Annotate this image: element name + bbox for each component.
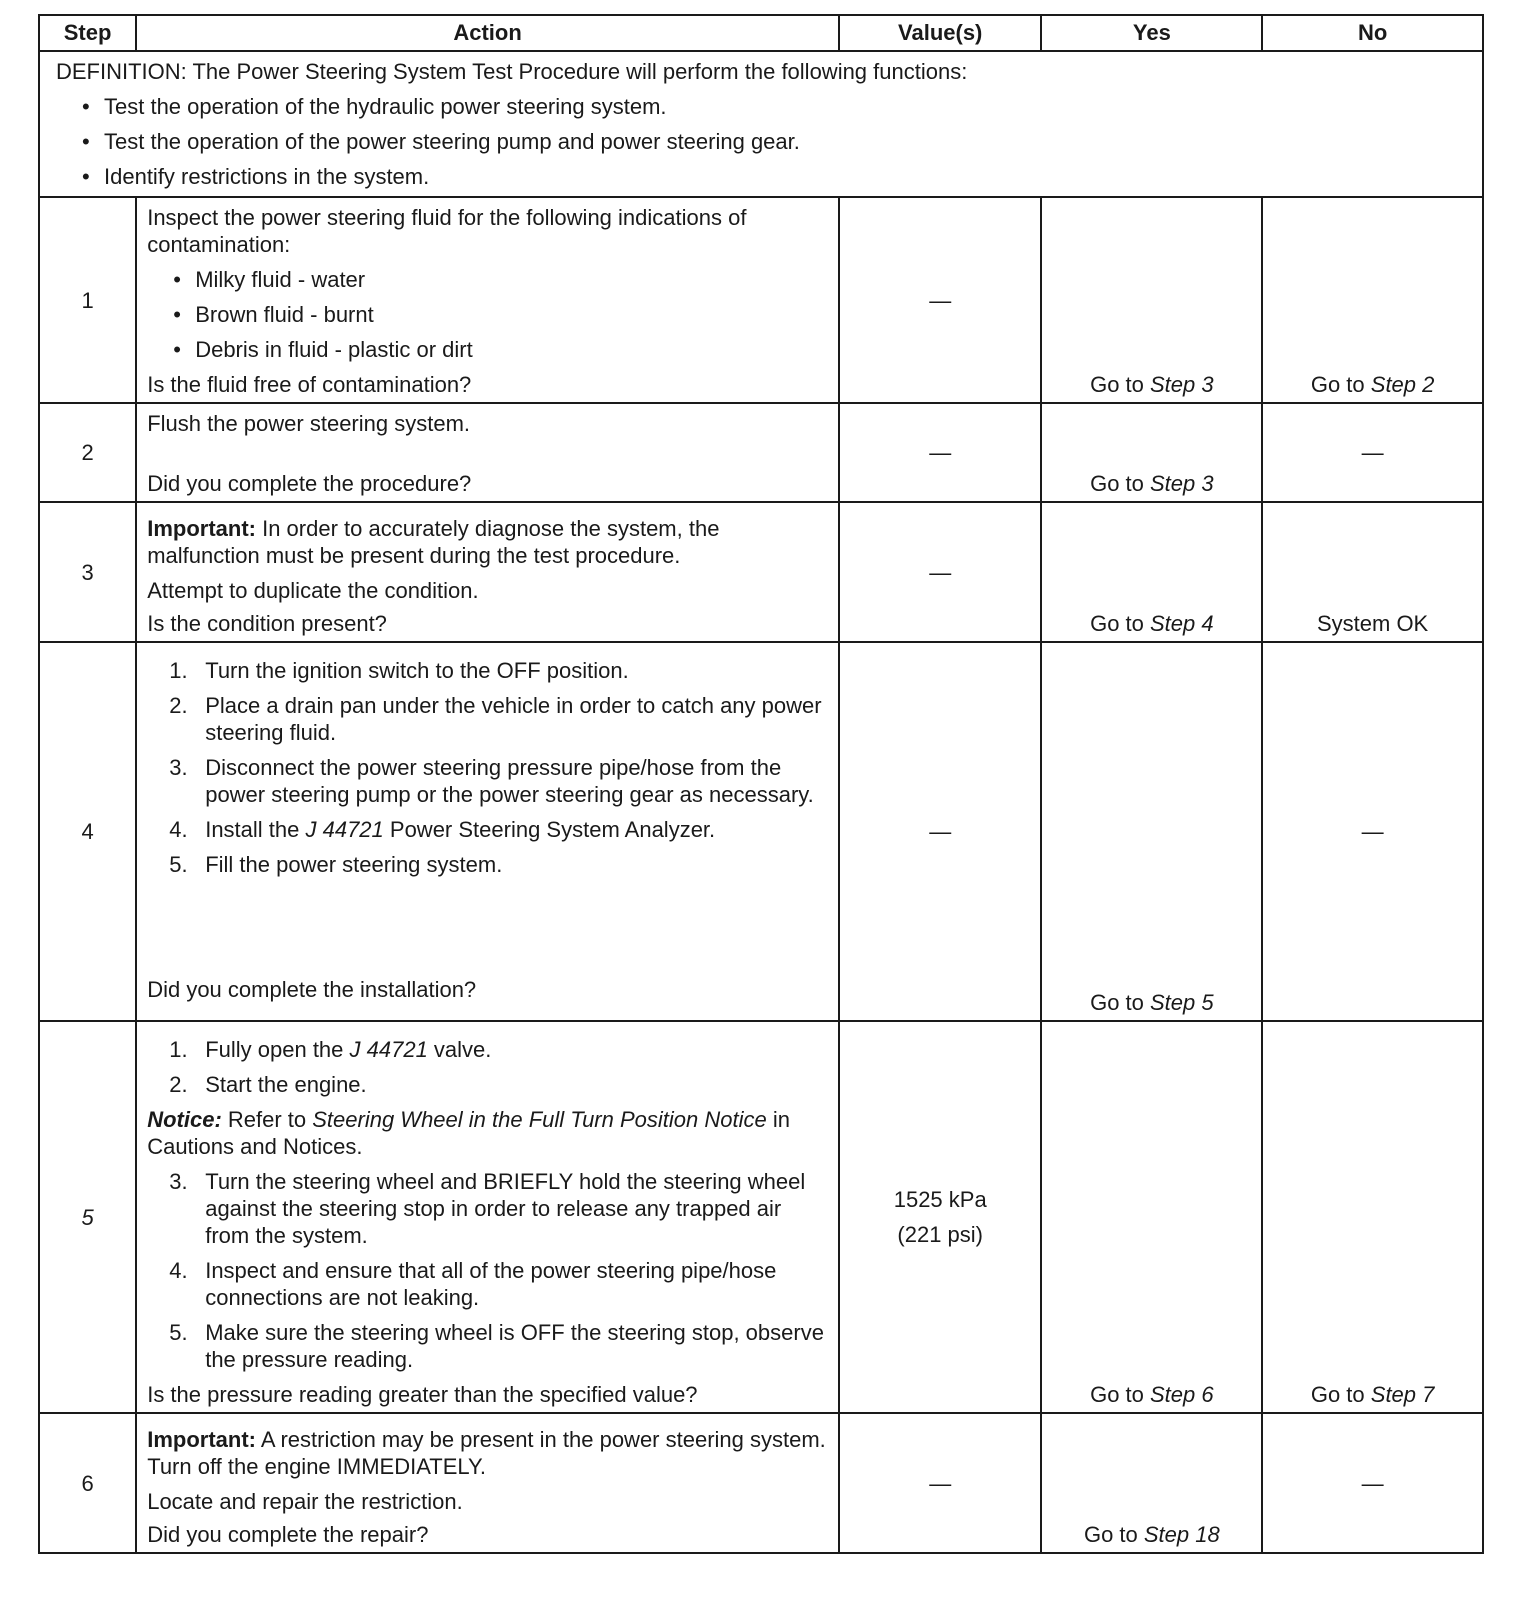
step-number: 1 xyxy=(39,197,136,403)
step-index: 4. xyxy=(169,1258,188,1283)
no-cell xyxy=(1262,642,1483,1021)
action-text: Locate and repair the restriction. xyxy=(147,1489,463,1514)
step-number: 2 xyxy=(39,403,136,502)
table-row xyxy=(39,1413,1483,1553)
yes-cell xyxy=(1041,502,1262,642)
step-text: Place a drain pan under the vehicle in order to catch any power steering fluid. xyxy=(205,693,822,745)
notice-text: in Cautions and Notices. xyxy=(147,1107,790,1159)
step-text: Fill the power steering system. xyxy=(205,852,503,877)
step-index: 3. xyxy=(169,1169,188,1194)
yes-prefix: Go to xyxy=(1090,1382,1150,1407)
step-index: 1. xyxy=(169,658,188,683)
no-prefix: Go to xyxy=(1310,372,1371,397)
action-text: Inspect the power steering fluid for the following indications of contamination: xyxy=(147,205,747,257)
yes-step-link[interactable]: Step 5 xyxy=(1150,990,1214,1015)
value-dash: — xyxy=(929,819,952,844)
yes-step-link[interactable]: Step 3 xyxy=(1150,372,1214,397)
step-index: 4. xyxy=(169,817,188,842)
important-label: Important: xyxy=(147,1427,256,1452)
definition-bullet: • Test the operation of the power steering pump and power steering gear. xyxy=(104,128,1468,155)
step-text: Start the engine. xyxy=(205,1072,367,1097)
action-bullet: • Debris in fluid - plastic or dirt xyxy=(195,336,828,363)
action-steps xyxy=(147,1168,828,1373)
yes-prefix: Go to xyxy=(1083,1522,1144,1547)
no-prefix: Go to xyxy=(1310,1382,1371,1407)
action-cell xyxy=(136,403,839,502)
yes-prefix: Go to xyxy=(1090,990,1150,1015)
definition-bullet: • Identify restrictions in the system. xyxy=(104,163,1468,190)
action-bullet: • Brown fluid - burnt xyxy=(195,301,828,328)
table-row xyxy=(39,197,1483,403)
header-yes: Yes xyxy=(1041,15,1262,51)
definition-cell xyxy=(39,51,1483,197)
action-cell xyxy=(136,1021,839,1413)
value-cell xyxy=(839,642,1042,1021)
value-cell xyxy=(839,403,1042,502)
action-question: Is the fluid free of contamination? xyxy=(147,372,472,397)
pressure-value-kpa: 1525 kPa xyxy=(893,1187,987,1212)
value-cell xyxy=(839,1413,1042,1553)
no-step-link[interactable]: Step 2 xyxy=(1370,372,1435,397)
no-cell xyxy=(1262,403,1483,502)
definition-intro: DEFINITION: The Power Steering System Test Procedure will perform the following functions: xyxy=(56,59,968,84)
no-step-link[interactable]: Step 7 xyxy=(1370,1382,1435,1407)
value-dash: — xyxy=(1361,819,1384,844)
value-cell xyxy=(839,1021,1042,1413)
step-index: 5. xyxy=(169,852,188,877)
step-number: 3 xyxy=(39,502,136,642)
important-label: Important: xyxy=(147,516,256,541)
action-step xyxy=(147,754,828,808)
action-step xyxy=(147,1071,828,1098)
step-number: 6 xyxy=(39,1413,136,1553)
step-index: 2. xyxy=(169,693,188,718)
value-dash: — xyxy=(929,440,952,465)
step-index: 3. xyxy=(169,755,188,780)
important-text: In order to accurately diagnose the system, the malfunction must be present during the test procedure. xyxy=(147,516,720,568)
value-cell xyxy=(839,197,1042,403)
yes-step-link[interactable]: Step 18 xyxy=(1143,1522,1220,1547)
pressure-value-psi: (221 psi) xyxy=(897,1222,983,1247)
header-row xyxy=(39,15,1483,51)
action-cell xyxy=(136,1413,839,1553)
value-cell xyxy=(839,502,1042,642)
yes-cell xyxy=(1041,1413,1262,1553)
step-number: 4 xyxy=(39,642,136,1021)
step-text: Disconnect the power steering pressure pipe/hose from the power steering pump or the power steering gear as necessary. xyxy=(205,755,814,807)
action-cell xyxy=(136,197,839,403)
action-bullet: • Milky fluid - water xyxy=(195,266,828,293)
important-note xyxy=(147,515,828,569)
value-dash: — xyxy=(929,559,952,585)
no-cell xyxy=(1262,1413,1483,1553)
action-steps xyxy=(147,1036,828,1098)
action-question: Did you complete the installation? xyxy=(147,977,477,1002)
header-values: Value(s) xyxy=(839,15,1042,51)
blank-space xyxy=(147,886,828,976)
action-cell xyxy=(136,642,839,1021)
action-step xyxy=(147,851,828,878)
table-row xyxy=(39,642,1483,1021)
action-question: Is the condition present? xyxy=(147,611,387,636)
action-cell xyxy=(136,502,839,642)
step-number: 5 xyxy=(39,1021,136,1413)
yes-cell xyxy=(1041,197,1262,403)
step-index: 1. xyxy=(169,1037,188,1062)
action-text: Attempt to duplicate the condition. xyxy=(147,578,479,603)
action-question: Did you complete the repair? xyxy=(147,1522,429,1547)
important-note xyxy=(147,1426,828,1480)
step-text: Power Steering System Analyzer. xyxy=(383,817,716,842)
yes-cell xyxy=(1041,1021,1262,1413)
yes-prefix: Go to xyxy=(1090,372,1150,397)
table-row xyxy=(39,1021,1483,1413)
yes-step-link[interactable]: Step 3 xyxy=(1150,471,1214,496)
action-step xyxy=(147,1168,828,1249)
notice-note xyxy=(147,1106,828,1160)
yes-cell xyxy=(1041,642,1262,1021)
value-dash: — xyxy=(1361,1470,1384,1496)
step-text: Make sure the steering wheel is OFF the steering stop, observe the pressure reading. xyxy=(205,1320,824,1372)
step-text: Install the xyxy=(205,817,306,842)
header-step: Step xyxy=(39,15,136,51)
diagnostic-table xyxy=(38,14,1484,1554)
tool-reference: J 44721 xyxy=(349,1037,428,1062)
step-text: Inspect and ensure that all of the power steering pipe/hose connections are not leaking. xyxy=(205,1258,777,1310)
notice-label: Notice: xyxy=(147,1107,222,1132)
action-step xyxy=(147,1319,828,1373)
definition-row xyxy=(39,51,1483,197)
definition-bullet: • Test the operation of the hydraulic power steering system. xyxy=(104,93,1468,120)
step-index: 2. xyxy=(169,1072,188,1097)
action-question: Is the pressure reading greater than the specified value? xyxy=(147,1382,698,1407)
yes-step-link[interactable]: Step 6 xyxy=(1150,1382,1214,1407)
step-text: Turn the steering wheel and BRIEFLY hold the steering wheel against the steering stop in order to release any trapped air from the system. xyxy=(205,1169,806,1248)
yes-prefix: Go to xyxy=(1090,471,1150,496)
value-dash: — xyxy=(929,287,952,313)
value-dash: — xyxy=(1361,440,1384,465)
action-steps xyxy=(147,657,828,878)
yes-prefix: Go to xyxy=(1090,611,1150,636)
table-row xyxy=(39,502,1483,642)
no-result: System OK xyxy=(1316,611,1429,636)
notice-reference-link[interactable]: Steering Wheel in the Full Turn Position Notice xyxy=(312,1107,767,1132)
action-bullets xyxy=(147,266,828,363)
step-index: 5. xyxy=(169,1320,188,1345)
no-cell xyxy=(1262,197,1483,403)
action-step xyxy=(147,1036,828,1063)
table-row xyxy=(39,403,1483,502)
step-text: Turn the ignition switch to the OFF position. xyxy=(205,658,629,683)
important-text: A restriction may be present in the power steering system. Turn off the engine IMMEDIATELY. xyxy=(147,1427,826,1479)
action-text: Flush the power steering system. xyxy=(147,411,471,436)
action-step xyxy=(147,816,828,843)
step-text: Fully open the xyxy=(205,1037,350,1062)
step-text: valve. xyxy=(427,1037,492,1062)
value-dash: — xyxy=(929,1470,952,1496)
action-step xyxy=(147,1257,828,1311)
yes-step-link[interactable]: Step 4 xyxy=(1150,611,1214,636)
header-action: Action xyxy=(136,15,839,51)
notice-text: Refer to xyxy=(221,1107,313,1132)
header-no: No xyxy=(1262,15,1483,51)
no-cell xyxy=(1262,1021,1483,1413)
action-question: Did you complete the procedure? xyxy=(147,471,472,496)
action-step xyxy=(147,657,828,684)
no-cell xyxy=(1262,502,1483,642)
yes-cell xyxy=(1041,403,1262,502)
action-step xyxy=(147,692,828,746)
tool-reference: J 44721 xyxy=(305,817,384,842)
definition-list xyxy=(56,93,1468,190)
